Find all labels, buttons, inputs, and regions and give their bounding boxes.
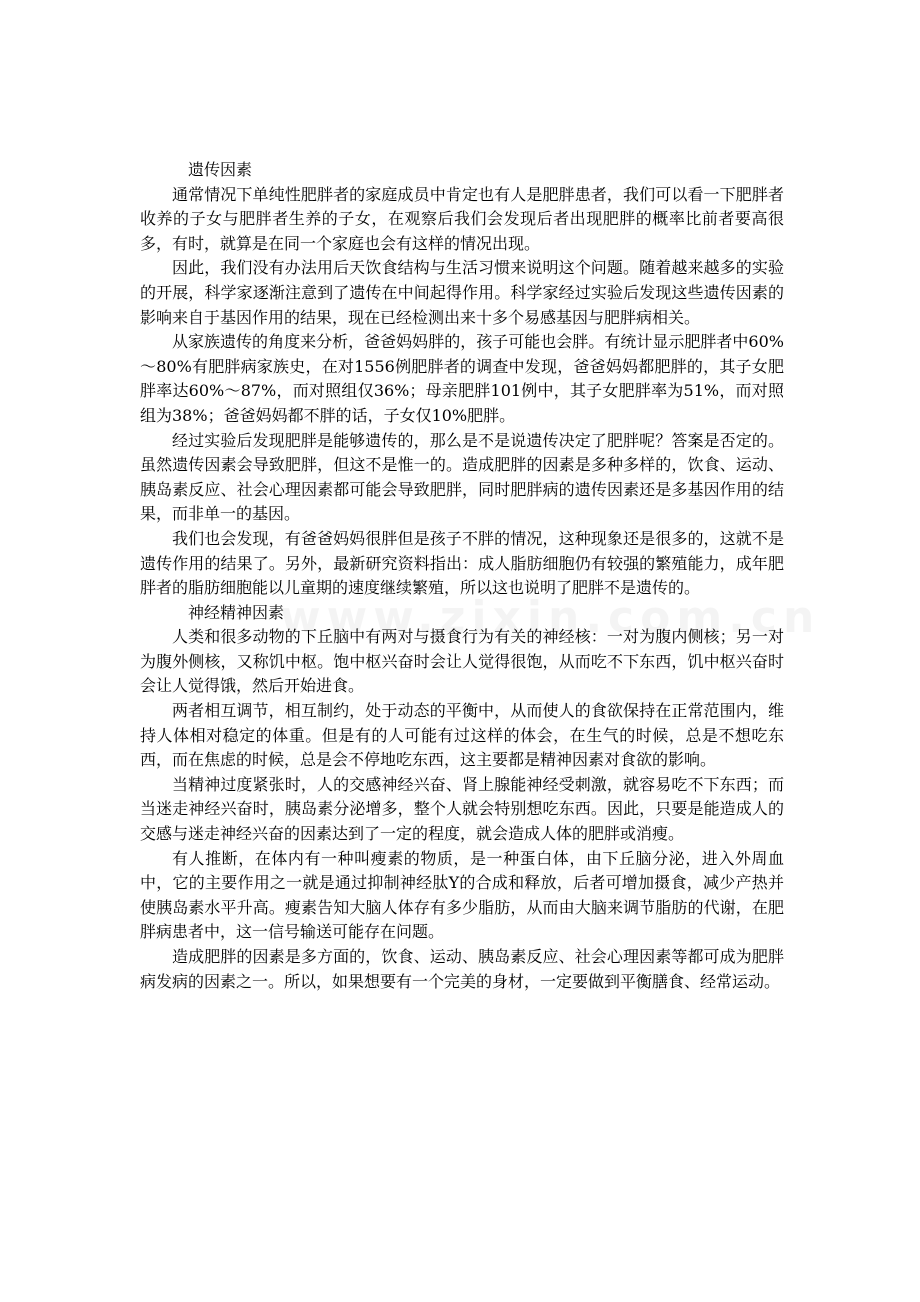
paragraph: 造成肥胖的因素是多方面的，饮食、运动、胰岛素反应、社会心理因素等都可成为肥胖病发病的因素之一。所以，如果想要有一个完美的身材，一定要做到平衡膳食、经常运动。 xyxy=(140,947,784,991)
paragraph: 经过实验后发现肥胖是能够遗传的，那么是不是说遗传决定了肥胖呢？答案是否定的。虽然遗传因素会导致肥胖，但这不是惟一的。造成肥胖的因素是多种多样的，饮食、运动、胰岛素反应、社会心理因素都可能会导致肥胖，同时肥胖病的遗传因素还是多基因作用的结果，而非单一的基因。 xyxy=(140,430,784,524)
section-heading-genetic: 遗传因素 xyxy=(188,160,253,179)
paragraph: 当精神过度紧张时，人的交感神经兴奋、肾上腺能神经受刺激，就容易吃不下东西；而当迷走神经兴奋时，胰岛素分泌增多，整个人就会特别想吃东西。因此，只要是能造成人的交感与迷走神经兴奋的因素达到了一定的程度，就会造成人体的肥胖或消瘦。 xyxy=(140,774,784,844)
paragraph: 因此，我们没有办法用后天饮食结构与生活习惯来说明这个问题。随着越来越多的实验的开展，科学家逐渐注意到了遗传在中间起得作用。科学家经过实验后发现这些遗传因素的影响来自于基因作用的结果，现在已经检测出来十多个易感基因与肥胖病相关。 xyxy=(140,258,784,327)
paragraph: 两者相互调节，相互制约，处于动态的平衡中，从而使人的食欲保持在正常范围内，维持人体相对稳定的体重。但是有的人可能有过这样的体会，在生气的时候，总是不想吃东西，而在焦虑的时候，总是会不停地吃东西，这主要都是精神因素对食欲的影响。 xyxy=(140,701,784,770)
document-body xyxy=(140,158,784,994)
paragraph: 通常情况下单纯性肥胖者的家庭成员中肯定也有人是肥胖患者，我们可以看一下肥胖者收养的子女与肥胖者生养的子女，在观察后我们会发现后者出现肥胖的概率比前者要高很多，有时，就算是在同一个家庭也会有这样的情况出现。 xyxy=(140,184,784,253)
paragraph: 我们也会发现，有爸爸妈妈很胖但是孩子不胖的情况，这种现象还是很多的，这就不是遗传作用的结果了。另外，最新研究资料指出：成人脂肪细胞仍有较强的繁殖能力，成年肥胖者的脂肪细胞能以儿童期的速度继续繁殖，所以这也说明了肥胖不是遗传的。 xyxy=(140,528,784,598)
paragraph: 人类和很多动物的下丘脑中有两对与摄食行为有关的神经核：一对为腹内侧核；另一对为腹外侧核，又称饥中枢。饱中枢兴奋时会让人觉得很饱，从而吃不下东西，饥中枢兴奋时会让人觉得饿，然后开始进食。 xyxy=(140,627,784,696)
paragraph: 从家族遗传的角度来分析，爸爸妈妈胖的，孩子可能也会胖。有统计显示肥胖者中60%～80%有肥胖病家族史，在对1556例肥胖者的调查中发现，爸爸妈妈都肥胖的，其子女肥胖率达60%～87%，而对照组仅36%；母亲肥胖101例中，其子女肥胖率为51%，而对照组为38%；爸爸妈妈都不胖的话，子女仅10%肥胖。 xyxy=(140,332,784,425)
section-heading-neuro: 神经精神因素 xyxy=(188,602,285,622)
paragraph: 有人推断，在体内有一种叫瘦素的物质，是一种蛋白体，由下丘脑分泌，进入外周血中，它的主要作用之一就是通过抑制神经肽Y的合成和释放，后者可增加摄食，减少产热并使胰岛素水平升高。瘦素告知大脑人体存有多少脂肪，从而由大脑来调节脂肪的代谢，在肥胖病患者中，这一信号输送可能存在问题。 xyxy=(140,848,784,942)
